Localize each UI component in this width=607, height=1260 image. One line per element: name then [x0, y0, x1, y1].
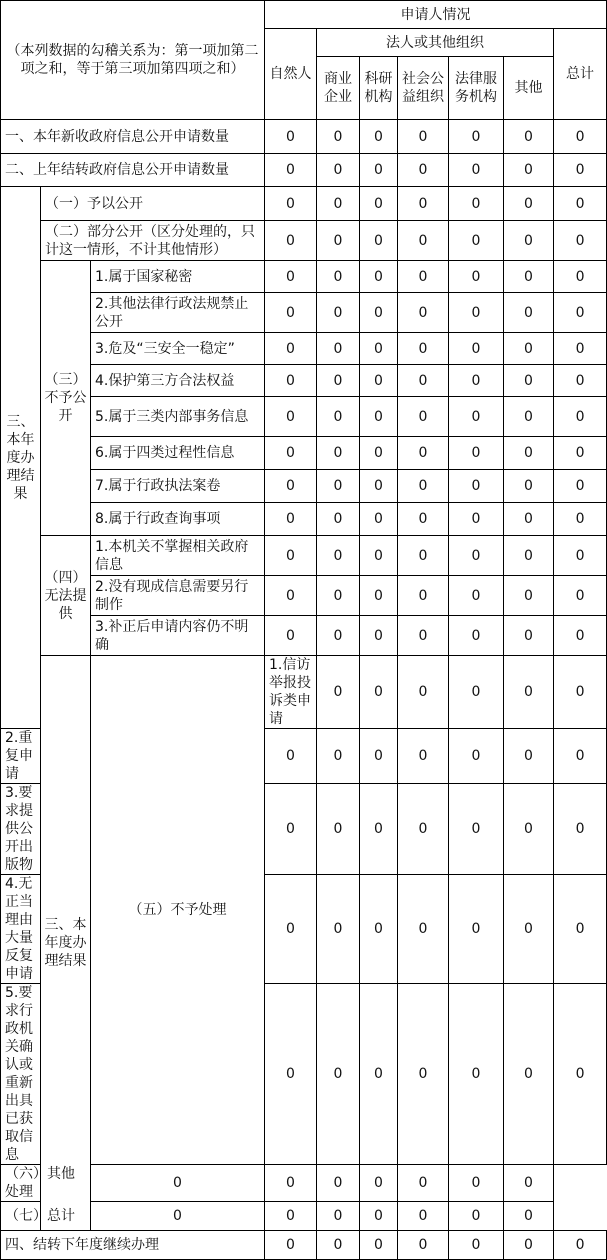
cell-value: 0 — [317, 293, 360, 333]
row-label: （一）予以公开 — [41, 187, 265, 221]
cell-value: 0 — [360, 576, 398, 616]
cell-value: 0 — [317, 221, 360, 261]
cell-value: 0 — [398, 1231, 449, 1260]
cell-value: 0 — [504, 154, 554, 187]
section-3-label: 三、本年度办理结果 — [1, 187, 41, 729]
cell-value: 0 — [360, 729, 398, 784]
cell-value: 0 — [265, 1202, 317, 1231]
cell-value: 0 — [317, 503, 360, 536]
social-header: 社会公益组织 — [398, 57, 449, 120]
cell-value: 0 — [360, 261, 398, 293]
cannot-provide-label: （四）无法提供 — [41, 536, 91, 656]
cell-value: 0 — [398, 875, 449, 984]
cell-value: 0 — [449, 221, 504, 261]
cell-value: 0 — [360, 503, 398, 536]
cell-value: 0 — [398, 1202, 449, 1231]
cell-value: 0 — [398, 333, 449, 365]
cell-value: 0 — [554, 729, 607, 784]
cell-value: 0 — [398, 729, 449, 784]
cell-value: 0 — [317, 397, 360, 437]
cell-value: 0 — [504, 503, 554, 536]
cell-value: 0 — [398, 154, 449, 187]
cell-value: 0 — [398, 503, 449, 536]
cell-value: 0 — [317, 437, 360, 470]
cell-value: 0 — [317, 875, 360, 984]
cell-value: 0 — [360, 120, 398, 154]
cell-value: 0 — [265, 261, 317, 293]
cell-value: 0 — [449, 365, 504, 397]
cell-value: 0 — [398, 293, 449, 333]
cell-value: 0 — [265, 397, 317, 437]
table-note: （本列数据的勾稽关系为：第一项加第二项之和，等于第三项加第四项之和） — [1, 1, 265, 120]
cell-value: 0 — [449, 154, 504, 187]
cell-value: 0 — [265, 365, 317, 397]
cell-value: 0 — [265, 187, 317, 221]
cell-value: 0 — [398, 536, 449, 576]
row-label: 3.要求提供公开出版物 — [1, 784, 41, 875]
cell-value: 0 — [554, 536, 607, 576]
cell-value: 0 — [360, 333, 398, 365]
cell-value: 0 — [91, 1165, 265, 1202]
cell-value: 0 — [449, 261, 504, 293]
table-row — [1, 576, 607, 616]
cell-value: 0 — [449, 536, 504, 576]
cell-value: 0 — [360, 616, 398, 656]
cell-value: 0 — [317, 729, 360, 784]
cell-value: 0 — [360, 187, 398, 221]
cell-value: 0 — [360, 875, 398, 984]
table-row — [1, 1231, 607, 1260]
cell-value: 0 — [554, 293, 607, 333]
table-row — [1, 536, 607, 576]
cell-value: 0 — [360, 536, 398, 576]
table-row — [1, 187, 607, 221]
cell-value: 0 — [360, 784, 398, 875]
row-label: 二、上年结转政府信息公开申请数量 — [1, 154, 265, 187]
cell-value: 0 — [449, 120, 504, 154]
row-label: 8.属于行政查询事项 — [91, 503, 265, 536]
cell-value: 0 — [265, 875, 317, 984]
cell-value: 0 — [504, 187, 554, 221]
cell-value: 0 — [317, 984, 360, 1165]
row-label: 4.保护第三方合法权益 — [91, 365, 265, 397]
cell-value: 0 — [504, 397, 554, 437]
table-row — [1, 1165, 607, 1202]
row-label: 5.属于三类内部事务信息 — [91, 397, 265, 437]
cell-value: 0 — [398, 656, 449, 729]
table-row — [1, 397, 607, 437]
row-label: 一、本年新收政府信息公开申请数量 — [1, 120, 265, 154]
row-label: 4.无正当理由大量反复申请 — [1, 875, 41, 984]
cell-value: 0 — [504, 656, 554, 729]
cell-value: 0 — [398, 984, 449, 1165]
row-label: 1.信访举报投诉类申请 — [265, 656, 317, 729]
cell-value: 0 — [449, 616, 504, 656]
cell-value: 0 — [449, 1165, 504, 1202]
cell-value: 0 — [265, 984, 317, 1165]
cell-value: 0 — [449, 784, 504, 875]
other-header: 其他 — [504, 57, 554, 120]
cell-value: 0 — [504, 729, 554, 784]
cell-value: 0 — [265, 1165, 317, 1202]
cell-value: 0 — [554, 120, 607, 154]
cell-value: 0 — [504, 120, 554, 154]
cell-value: 0 — [504, 365, 554, 397]
cell-value: 0 — [265, 503, 317, 536]
row-label: （二）部分公开（区分处理的，只计这一情形，不计其他情形） — [41, 221, 265, 261]
cell-value: 0 — [360, 656, 398, 729]
table-row — [1, 365, 607, 397]
row-label: 2.其他法律行政法规禁止公开 — [91, 293, 265, 333]
natural-person-header: 自然人 — [265, 29, 317, 120]
cell-value: 0 — [360, 470, 398, 503]
cell-value: 0 — [398, 120, 449, 154]
cell-value: 0 — [360, 1165, 398, 1202]
cell-value: 0 — [317, 1202, 360, 1231]
cell-value: 0 — [449, 875, 504, 984]
cell-value: 0 — [554, 397, 607, 437]
cell-value: 0 — [449, 187, 504, 221]
cell-value: 0 — [504, 221, 554, 261]
cell-value: 0 — [504, 261, 554, 293]
legal-service-header: 法律服务机构 — [449, 57, 504, 120]
table-row — [1, 656, 607, 729]
row-label: 3.危及“三安全一稳定” — [91, 333, 265, 365]
cell-value: 0 — [265, 154, 317, 187]
cell-value: 0 — [449, 333, 504, 365]
cell-value: 0 — [554, 437, 607, 470]
cell-value: 0 — [317, 365, 360, 397]
cell-value: 0 — [554, 221, 607, 261]
cell-value: 0 — [360, 984, 398, 1165]
cell-value: 0 — [265, 784, 317, 875]
cell-value: 0 — [504, 984, 554, 1165]
cell-value: 0 — [317, 616, 360, 656]
cell-value: 0 — [398, 365, 449, 397]
cell-value: 0 — [504, 784, 554, 875]
section-3b-label: 三、本年度办理结果 — [41, 656, 91, 1231]
cell-value: 0 — [265, 576, 317, 616]
cell-value: 0 — [317, 656, 360, 729]
table-row — [1, 437, 607, 470]
cell-value: 0 — [317, 536, 360, 576]
row-label: 3.补正后申请内容仍不明确 — [91, 616, 265, 656]
table-row — [1, 120, 607, 154]
cell-value: 0 — [449, 293, 504, 333]
cell-value: 0 — [554, 576, 607, 616]
cell-value: 0 — [317, 576, 360, 616]
cell-value: 0 — [449, 1202, 504, 1231]
legal-group-header: 法人或其他组织 — [317, 29, 554, 57]
no-disclose-label: （三）不予公开 — [41, 261, 91, 536]
cell-value: 0 — [398, 397, 449, 437]
cell-value: 0 — [449, 397, 504, 437]
cell-value: 0 — [449, 503, 504, 536]
cell-value: 0 — [449, 1231, 504, 1260]
cell-value: 0 — [265, 221, 317, 261]
table-row — [1, 1202, 607, 1231]
cell-value: 0 — [504, 333, 554, 365]
cell-value: 0 — [398, 576, 449, 616]
row-label: 2.重复申请 — [1, 729, 41, 784]
cell-value: 0 — [91, 1202, 265, 1231]
cell-value: 0 — [360, 293, 398, 333]
cell-value: 0 — [398, 221, 449, 261]
row-label: （七）总计 — [1, 1202, 91, 1231]
cell-value: 0 — [317, 120, 360, 154]
cell-value: 0 — [554, 470, 607, 503]
cell-value: 0 — [554, 984, 607, 1165]
cell-value: 0 — [504, 616, 554, 656]
cell-value: 0 — [360, 365, 398, 397]
table-row — [1, 616, 607, 656]
cell-value: 0 — [554, 261, 607, 293]
cell-value: 0 — [554, 503, 607, 536]
row-label: （六）其他处理 — [1, 1165, 91, 1202]
table-row — [1, 221, 607, 261]
row-label: 1.本机关不掌握相关政府信息 — [91, 536, 265, 576]
row-label: 5.要求行政机关确认或重新出具已获取信息 — [1, 984, 41, 1165]
cell-value: 0 — [554, 656, 607, 729]
total-header: 总计 — [554, 29, 607, 120]
cell-value: 0 — [554, 875, 607, 984]
cell-value: 0 — [449, 576, 504, 616]
cell-value: 0 — [554, 154, 607, 187]
cell-value: 0 — [504, 1231, 554, 1260]
cell-value: 0 — [265, 536, 317, 576]
commercial-header: 商业企业 — [317, 57, 360, 120]
cell-value: 0 — [317, 1165, 360, 1202]
cell-value: 0 — [265, 729, 317, 784]
cell-value: 0 — [360, 397, 398, 437]
cell-value: 0 — [265, 470, 317, 503]
cell-value: 0 — [360, 437, 398, 470]
cell-value: 0 — [317, 154, 360, 187]
cell-value: 0 — [398, 470, 449, 503]
cell-value: 0 — [449, 470, 504, 503]
cell-value: 0 — [398, 187, 449, 221]
cell-value: 0 — [265, 120, 317, 154]
cell-value: 0 — [360, 154, 398, 187]
table-row — [1, 293, 607, 333]
cell-value: 0 — [398, 437, 449, 470]
row-label: 1.属于国家秘密 — [91, 261, 265, 293]
row-label: 6.属于四类过程性信息 — [91, 437, 265, 470]
cell-value: 0 — [554, 365, 607, 397]
cell-value: 0 — [360, 1202, 398, 1231]
cell-value: 0 — [265, 1231, 317, 1260]
applicant-header: 申请人情况 — [265, 1, 607, 29]
cell-value: 0 — [398, 616, 449, 656]
table-row — [1, 503, 607, 536]
cell-value: 0 — [317, 333, 360, 365]
cell-value: 0 — [265, 333, 317, 365]
cell-value: 0 — [360, 1231, 398, 1260]
cell-value: 0 — [504, 437, 554, 470]
not-handle-label: （五）不予处理 — [91, 656, 265, 1165]
cell-value: 0 — [317, 1231, 360, 1260]
cell-value: 0 — [398, 784, 449, 875]
cell-value: 0 — [504, 536, 554, 576]
cell-value: 0 — [449, 729, 504, 784]
cell-value: 0 — [554, 333, 607, 365]
table-row — [1, 154, 607, 187]
row-label: 7.属于行政执法案卷 — [91, 470, 265, 503]
cell-value: 0 — [504, 875, 554, 984]
cell-value: 0 — [554, 1231, 607, 1260]
cell-value: 0 — [449, 437, 504, 470]
cell-value: 0 — [554, 616, 607, 656]
cell-value: 0 — [265, 437, 317, 470]
cell-value: 0 — [398, 261, 449, 293]
cell-value: 0 — [554, 784, 607, 875]
cell-value: 0 — [317, 261, 360, 293]
cell-value: 0 — [317, 470, 360, 503]
cell-value: 0 — [317, 187, 360, 221]
cell-value: 0 — [317, 784, 360, 875]
research-header: 科研机构 — [360, 57, 398, 120]
row-label: 2.没有现成信息需要另行制作 — [91, 576, 265, 616]
cell-value: 0 — [360, 221, 398, 261]
cell-value: 0 — [504, 1202, 554, 1231]
cell-value: 0 — [449, 984, 504, 1165]
cell-value: 0 — [265, 293, 317, 333]
cell-value: 0 — [554, 187, 607, 221]
table-row — [1, 333, 607, 365]
table-row — [1, 261, 607, 293]
cell-value: 0 — [398, 1165, 449, 1202]
table-row — [1, 470, 607, 503]
cell-value: 0 — [504, 470, 554, 503]
cell-value: 0 — [504, 576, 554, 616]
row-label: 四、结转下年度继续办理 — [1, 1231, 265, 1260]
cell-value: 0 — [449, 656, 504, 729]
cell-value: 0 — [265, 616, 317, 656]
cell-value: 0 — [504, 1165, 554, 1202]
cell-value: 0 — [504, 293, 554, 333]
